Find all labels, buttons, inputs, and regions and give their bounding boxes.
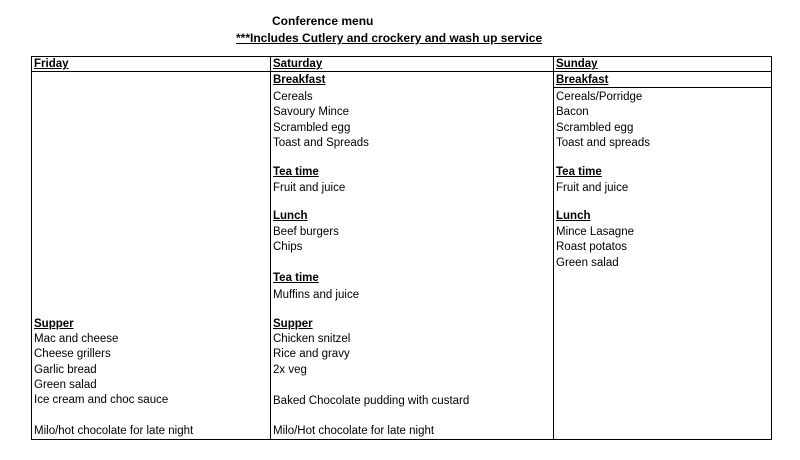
saturday-tea-heading: Tea time (273, 166, 319, 178)
menu-item: Beef burgers (273, 226, 339, 238)
sunday-lunch-heading: Lunch (556, 210, 591, 222)
menu-item: Green salad (556, 256, 619, 269)
menu-item: Toast and Spreads (273, 136, 369, 149)
friday-supper-list (34, 332, 168, 408)
menu-item: Bacon (556, 106, 589, 119)
saturday-late-night: Milo/Hot chocolate for late night (273, 425, 435, 437)
menu-item: Cereals (273, 91, 313, 103)
friday-late-night: Milo/hot chocolate for late night (34, 425, 194, 437)
saturday-tea2-list (273, 288, 359, 303)
menu-item: 2x veg (273, 363, 307, 376)
menu-item: Green salad (34, 378, 97, 391)
menu-table (31, 56, 772, 440)
sunday-breakfast-list (556, 90, 650, 151)
saturday-supper-heading: Supper (273, 318, 313, 330)
menu-item: Scrambled egg (556, 121, 634, 134)
menu-item: Muffins and juice (273, 289, 360, 301)
menu-item: Ice cream and choc sauce (34, 394, 169, 407)
sunday-breakfast-heading: Breakfast (556, 74, 609, 86)
document-subtitle: ***Includes Cutlery and crockery and wash up service (236, 31, 543, 45)
menu-item: Rice and gravy (273, 348, 350, 361)
day-heading-friday: Friday (34, 58, 69, 70)
saturday-breakfast-list (273, 90, 369, 151)
sunday-lunch-list (556, 225, 634, 271)
saturday-tea2-heading: Tea time (273, 272, 319, 284)
day-heading-saturday: Saturday (273, 58, 323, 70)
menu-item: Fruit and juice (556, 182, 629, 194)
menu-item: Mac and cheese (34, 333, 119, 345)
day-heading-sunday: Sunday (556, 58, 598, 70)
saturday-dessert: Baked Chocolate pudding with custard (273, 395, 470, 407)
saturday-supper-list (273, 332, 350, 378)
column-sunday (554, 57, 771, 439)
column-saturday (271, 57, 554, 439)
menu-item: Scrambled egg (273, 121, 351, 134)
menu-item: Chips (273, 241, 303, 254)
saturday-tea-list (273, 181, 345, 196)
saturday-lunch-list (273, 225, 339, 256)
menu-item: Toast and spreads (556, 136, 650, 149)
saturday-lunch-heading: Lunch (273, 210, 308, 222)
menu-item: Fruit and juice (273, 182, 346, 194)
sunday-tea-list (556, 181, 628, 196)
menu-item: Chicken snitzel (273, 333, 351, 345)
column-friday (32, 57, 271, 439)
menu-item: Savoury Mince (273, 106, 350, 119)
menu-item: Cereals/Porridge (556, 91, 643, 103)
menu-item: Mince Lasagne (556, 226, 634, 238)
menu-item: Roast potatos (556, 241, 627, 254)
sunday-tea-heading: Tea time (556, 166, 602, 178)
friday-supper-heading: Supper (34, 318, 74, 330)
document-title: Conference menu (272, 14, 374, 28)
menu-item: Cheese grillers (34, 348, 111, 361)
saturday-breakfast-heading: Breakfast (273, 74, 326, 86)
menu-item: Garlic bread (34, 363, 97, 376)
